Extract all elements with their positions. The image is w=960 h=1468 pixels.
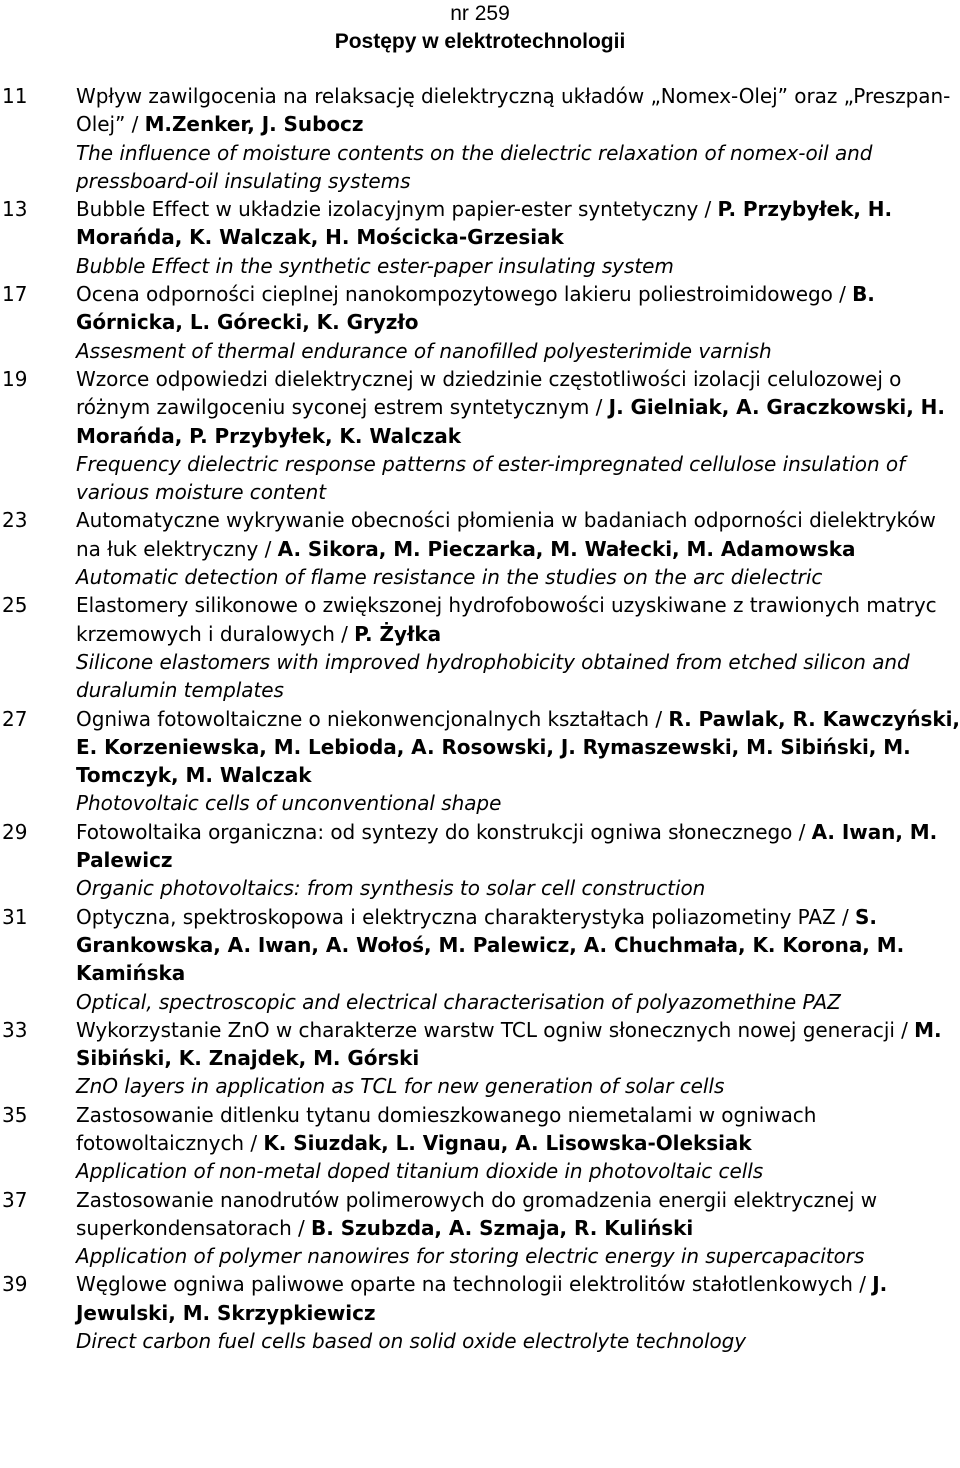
title-en: Bubble Effect in the synthetic ester-paper insulating system — [76, 253, 674, 278]
toc-entry — [0, 506, 960, 591]
title-en: ZnO layers in application as TCL for new generation of solar cells — [76, 1074, 725, 1099]
section-title: Postępy w elektrotechnologii — [334, 30, 626, 53]
title-pl: Optyczna, spektroskopowa i elektryczna charakterystyka poliazometiny PAZ / — [76, 904, 855, 929]
page-number: 27 — [2, 706, 28, 731]
toc-entry — [0, 705, 960, 818]
title-pl: Wpływ zawilgocenia na relaksację dielektryczną układów „Nomex-Olej” oraz „Preszpan-Olej” / — [76, 84, 951, 137]
toc-entry — [0, 1101, 960, 1186]
title-en: Application of non-metal doped titanium dioxide in photovoltaic cells — [76, 1159, 764, 1184]
authors: J. Jewulski, M. Skrzypkiewicz — [76, 1272, 888, 1325]
title-pl: Zastosowanie nanodrutów polimerowych do gromadzenia energii elektrycznej w superkondensatorach / — [76, 1187, 878, 1240]
authors: M. Sibiński, K. Znajdek, M. Górski — [76, 1017, 942, 1071]
toc-entry — [0, 280, 960, 365]
authors: A. Iwan, M. Palewicz — [76, 819, 938, 873]
title-pl: Elastomery silikonowe o zwiększonej hydrofobowości uzyskiwane z trawionych matryc krzemowych i duralowych / — [76, 593, 937, 646]
authors: K. Siuzdak, L. Vignau, A. Lisowska-Oleksiak — [263, 1130, 752, 1155]
page-number: 35 — [2, 1102, 28, 1127]
page-number: 11 — [2, 84, 28, 108]
title-pl: Automatyczne wykrywanie obecności płomienia w badaniach odporności dielektryków na łuk elektryczny / — [76, 508, 936, 561]
page-number: 25 — [2, 593, 28, 618]
toc-entry — [0, 1186, 960, 1271]
authors: P. Przybyłek, H. Morańda, K. Walczak, H. Mościcka-Grzesiak — [76, 197, 893, 250]
page-header — [0, 0, 960, 56]
authors: S. Grankowska, A. Iwan, A. Wołoś, M. Palewicz, A. Chuchmała, K. Korona, M. Kamińska — [76, 904, 905, 986]
table-of-contents — [0, 82, 960, 1355]
authors: R. Pawlak, R. Kawczyński, E. Korzeniewska, M. Lebioda, A. Rosowski, J. Rymaszewski, M. Sibiński, M. Tomczyk, M. Walczak — [76, 706, 960, 788]
title-pl: Bubble Effect w układzie izolacyjnym papier-ester syntetyczny / — [76, 197, 718, 222]
page-number: 31 — [2, 904, 28, 929]
authors: B. Górnicka, L. Górecki, K. Gryzło — [76, 282, 875, 335]
title-en: Application of polymer nanowires for storing electric energy in supercapacitors — [76, 1244, 865, 1269]
title-en: Optical, spectroscopic and electrical characterisation of polyazomethine PAZ — [76, 989, 841, 1014]
title-en: The influence of moisture contents on the dielectric relaxation of nomex-oil and pressboard-oil insulating systems — [76, 140, 873, 193]
authors: M.Zenker, J. Subocz — [144, 112, 364, 137]
title-pl: Fotowoltaika organiczna: od syntezy do konstrukcji ogniwa słonecznego / — [76, 819, 812, 844]
toc-entry — [0, 1270, 960, 1355]
title-pl: Węglowe ogniwa paliwowe oparte na technologii elektrolitów stałotlenkowych / — [76, 1272, 873, 1297]
page-number: 23 — [2, 508, 28, 533]
page-number: 19 — [2, 366, 28, 391]
issue-number: nr 259 — [450, 2, 510, 25]
toc-entry — [0, 903, 960, 1016]
title-pl: Zastosowanie ditlenku tytanu domieszkowanego niemetalami w ogniwach fotowoltaicznych / — [76, 1102, 817, 1155]
page-number: 39 — [2, 1272, 28, 1297]
title-pl: Wykorzystanie ZnO w charakterze warstw TCL ogniw słonecznych nowej generacji / — [76, 1017, 915, 1042]
title-en: Frequency dielectric response patterns of ester-impregnated cellulose insulation of various moisture content — [76, 451, 906, 505]
page-number: 33 — [2, 1017, 28, 1042]
page-number: 37 — [2, 1187, 28, 1212]
page-number: 13 — [2, 197, 28, 222]
title-pl: Ogniwa fotowoltaiczne o niekonwencjonalnych kształtach / — [76, 706, 669, 731]
authors: P. Żyłka — [354, 621, 442, 646]
toc-entry — [0, 591, 960, 704]
toc-entry — [0, 195, 960, 280]
title-pl: Ocena odporności cieplnej nanokompozytowego lakieru poliestroimidowego / — [76, 282, 853, 307]
page-number: 17 — [2, 282, 28, 307]
toc-entry — [0, 818, 960, 903]
title-en: Assesment of thermal endurance of nanofilled polyesterimide varnish — [76, 338, 772, 363]
title-en: Silicone elastomers with improved hydrophobicity obtained from etched silicon and duralumin templates — [76, 649, 910, 703]
toc-entry — [0, 365, 960, 506]
authors: A. Sikora, M. Pieczarka, M. Wałecki, M. Adamowska — [277, 536, 856, 561]
title-en: Direct carbon fuel cells based on solid oxide electrolyte technology — [76, 1329, 747, 1354]
title-en: Organic photovoltaics: from synthesis to solar cell construction — [76, 876, 706, 901]
authors: B. Szubzda, A. Szmaja, R. Kuliński — [311, 1215, 694, 1240]
toc-entry — [0, 1016, 960, 1101]
title-en: Automatic detection of flame resistance in the studies on the arc dielectric — [76, 565, 823, 590]
authors: J. Gielniak, A. Graczkowski, H. Morańda, P. Przybyłek, K. Walczak — [76, 395, 945, 448]
page-number: 29 — [2, 819, 28, 844]
title-en: Photovoltaic cells of unconventional shape — [76, 791, 502, 816]
title-pl: Wzorce odpowiedzi dielektrycznej w dziedzinie częstotliwości izolacji celulozowej o różnym zawilgoceniu syconej estrem syntetycznym / — [76, 366, 902, 420]
toc-entry — [0, 82, 960, 195]
